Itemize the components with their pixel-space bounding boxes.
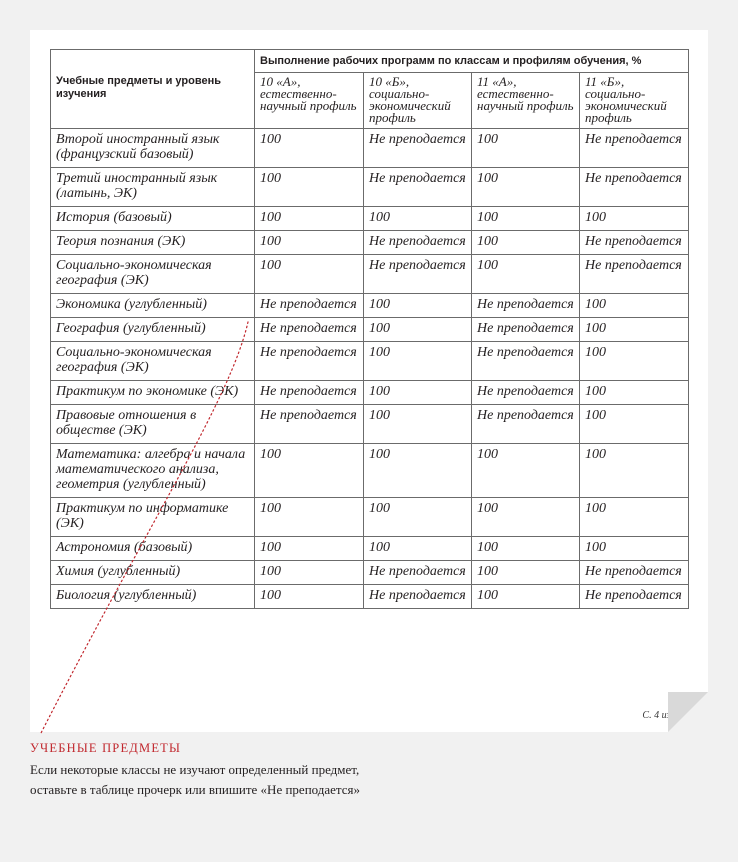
completion-cell: 100 [364,381,472,405]
subject-cell: Теория познания (ЭК) [51,231,255,255]
completion-cell: 100 [472,255,580,294]
completion-cell: 100 [255,561,364,585]
completion-cell: 100 [364,207,472,231]
completion-cell: 100 [472,231,580,255]
subject-cell: История (базовый) [51,207,255,231]
completion-cell: Не преподается [580,255,689,294]
class-header-10b: 10 «Б», социально-экономический профиль [364,73,472,129]
completion-cell: Не преподается [364,129,472,168]
completion-cell: 100 [364,444,472,498]
completion-cell: 100 [472,129,580,168]
subject-cell: География (углубленный) [51,318,255,342]
class-header-10a: 10 «А», естественно-научный профиль [255,73,364,129]
subject-cell: Математика: алгебра и начала математического анализа, геометрия (углубленный) [51,444,255,498]
subject-cell: Астрономия (базовый) [51,537,255,561]
completion-cell: 100 [255,498,364,537]
completion-cell: Не преподается [364,255,472,294]
completion-cell: 100 [580,498,689,537]
completion-cell: Не преподается [364,231,472,255]
completion-cell: 100 [255,231,364,255]
completion-cell: 100 [364,318,472,342]
subject-cell: Третий иностранный язык (латынь, ЭК) [51,168,255,207]
completion-cell: 100 [364,294,472,318]
completion-cell: Не преподается [472,318,580,342]
completion-cell: 100 [255,537,364,561]
completion-cell: Не преподается [580,561,689,585]
completion-cell: 100 [364,537,472,561]
completion-cell: Не преподается [364,585,472,609]
completion-cell: Не преподается [255,342,364,381]
subject-cell: Экономика (углубленный) [51,294,255,318]
completion-cell: Не преподается [472,381,580,405]
note-paragraph: Если некоторые классы не изучают определенный предмет, оставьте в таблице прочерк или впишите «Не преподается» [30,762,361,797]
note-title: УЧЕБНЫЕ ПРЕДМЕТЫ [30,741,182,755]
completion-cell: 100 [472,444,580,498]
completion-cell: 100 [364,342,472,381]
completion-cell: 100 [472,537,580,561]
completion-cell: Не преподается [364,561,472,585]
completion-cell: 100 [364,498,472,537]
completion-cell: Не преподается [580,168,689,207]
completion-cell: Не преподается [255,318,364,342]
completion-cell: 100 [472,168,580,207]
completion-cell: 100 [364,405,472,444]
completion-cell: 100 [255,168,364,207]
completion-cell: Не преподается [580,585,689,609]
completion-cell: Не преподается [472,294,580,318]
subject-cell: Социально-экономическая география (ЭК) [51,342,255,381]
subject-column-header: Учебные предметы и уровень изучения [51,50,255,129]
completion-cell: 100 [255,255,364,294]
completion-cell: 100 [580,294,689,318]
completion-cell: 100 [580,405,689,444]
subject-cell: Химия (углубленный) [51,561,255,585]
completion-cell: 100 [580,444,689,498]
completion-cell: 100 [472,585,580,609]
subject-cell: Практикум по информатике (ЭК) [51,498,255,537]
completion-cell: Не преподается [255,381,364,405]
completion-cell: Не преподается [580,231,689,255]
completion-cell: 100 [255,129,364,168]
completion-cell: 100 [580,381,689,405]
completion-cell: Не преподается [472,342,580,381]
class-header-11a: 11 «А», естественно-научный профиль [472,73,580,129]
completion-cell: 100 [580,207,689,231]
completion-cell: Не преподается [364,168,472,207]
completion-cell: 100 [255,207,364,231]
completion-cell: 100 [255,444,364,498]
subject-cell: Правовые отношения в обществе (ЭК) [51,405,255,444]
subject-cell: Биология (углубленный) [51,585,255,609]
subject-cell: Социально-экономическая география (ЭК) [51,255,255,294]
completion-cell: Не преподается [255,294,364,318]
subject-cell: Практикум по экономике (ЭК) [51,381,255,405]
completion-cell: 100 [580,318,689,342]
completion-cell: 100 [255,585,364,609]
completion-cell: 100 [580,342,689,381]
completion-cell: 100 [472,561,580,585]
subject-cell: Второй иностранный язык (французский базовый) [51,129,255,168]
completion-cell: 100 [472,207,580,231]
completion-cell: Не преподается [472,405,580,444]
note-text [30,760,370,800]
page-number: С. 4 из 5 [642,710,678,721]
completion-cell: Не преподается [255,405,364,444]
completion-cell: 100 [472,498,580,537]
completion-cell: Не преподается [580,129,689,168]
class-header-11b: 11 «Б», социально-экономический профиль [580,73,689,129]
completion-cell: 100 [580,537,689,561]
completion-group-header: Выполнение рабочих программ по классам и профилям обучения, % [255,50,689,73]
